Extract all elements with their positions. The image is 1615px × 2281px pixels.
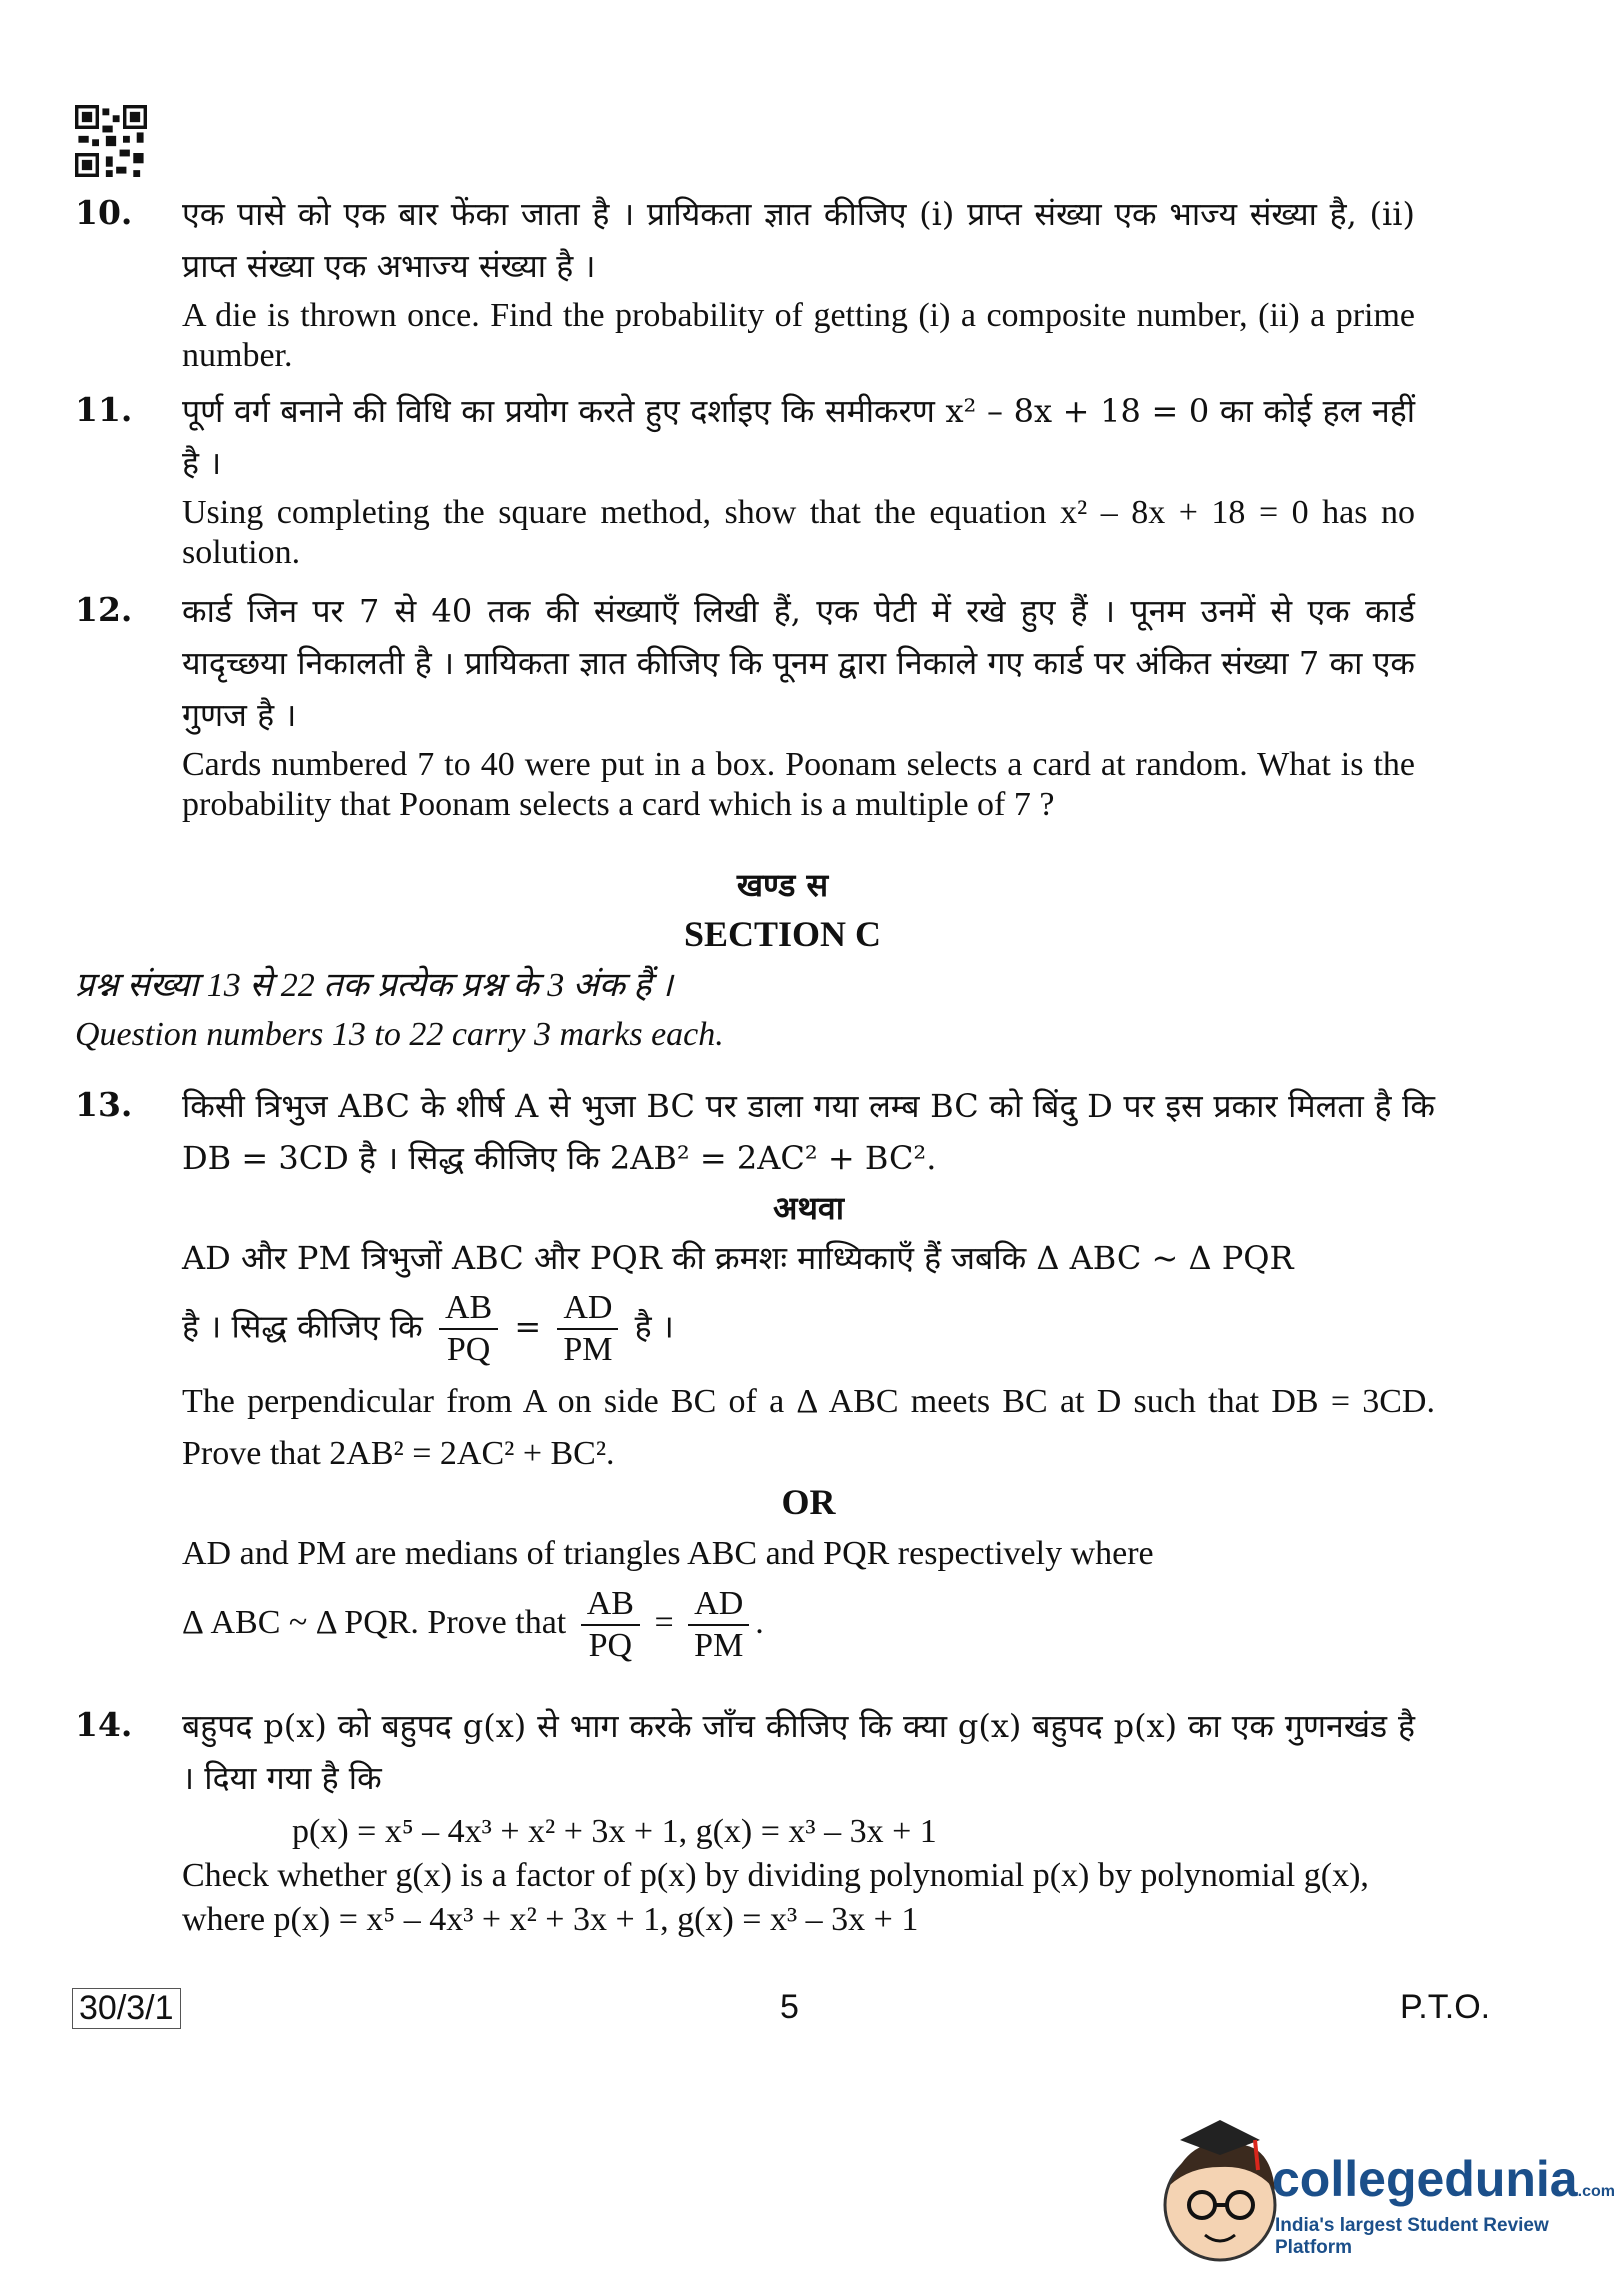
fraction-numerator: AB (581, 1584, 640, 1626)
fraction-numerator: AD (688, 1584, 749, 1626)
or-label-english: OR (781, 1482, 836, 1522)
question-11 (75, 385, 1415, 573)
alternative-text-english: AD and PM are medians of triangles ABC and PQR respectively where (182, 1535, 1154, 1572)
section-instructions-english: Question numbers 13 to 22 carry 3 marks each. (75, 1016, 724, 1053)
fraction-numerator: AD (557, 1288, 618, 1330)
proof-prefix-hindi: है । सिद्ध कीजिए कि (182, 1307, 423, 1346)
question-text-hindi: पूर्ण वर्ग बनाने की विधि का प्रयोग करते हुए दर्शाइए कि समीकरण x² – 8x + 18 = 0 का कोई हल नहीं है । (182, 392, 1415, 482)
section-instructions-hindi: प्रश्न संख्या 13 से 22 तक प्रत्येक प्रश्न के 3 अंक हैं । (75, 967, 673, 1004)
question-number: 13. (75, 1085, 133, 1124)
fraction-denominator: PQ (446, 1331, 491, 1368)
question-12 (75, 585, 1415, 825)
pto-label: P.T.O. (1400, 1988, 1491, 2026)
fraction-ab-pq (581, 1584, 640, 1666)
question-text-hindi: बहुपद p(x) को बहुपद g(x) से भाग करके जाँच कीजिए कि क्या g(x) बहुपद p(x) का एक गुणनखंड है । दिया गया है कि (182, 1707, 1415, 1797)
fraction-ad-pm (557, 1288, 618, 1370)
fraction-denominator: PM (694, 1627, 744, 1664)
section-title-english: SECTION C (683, 914, 882, 954)
fraction-denominator: PQ (588, 1627, 633, 1664)
fraction-numerator: AB (439, 1288, 498, 1330)
question-number: 12. (75, 590, 133, 629)
question-text-hindi: किसी त्रिभुज ABC के शीर्ष A से भुजा BC पर डाला गया लम्ब BC को बिंदु D पर इस प्रकार मिलता है कि DB = 3CD है । सिद्ध कीजिए कि 2AB² = 2AC² + BC². (182, 1087, 1435, 1177)
section-c-header (75, 862, 1490, 1058)
or-label-hindi: अथवा (773, 1189, 844, 1227)
proof-prefix-english: Δ ABC ~ Δ PQR. Prove that (182, 1603, 567, 1641)
question-10 (75, 188, 1415, 376)
alternative-proof-hindi (182, 1288, 1435, 1370)
alternative-text-hindi: AD और PM त्रिभुजों ABC और PQR की क्रमशः माध्यिकाएँ हैं जबकि Δ ABC ~ Δ PQR (182, 1239, 1294, 1277)
question-text-english: Cards numbered 7 to 40 were put in a box. Poonam selects a card at random. What is the probability that Poonam selects a card which is a multiple of 7 ? (182, 746, 1415, 823)
section-title-hindi: खण्ड स (736, 866, 829, 904)
formula-hindi: p(x) = x⁵ – 4x³ + x² + 3x + 1, g(x) = x³ – 3x + 1 (292, 1813, 937, 1850)
collegedunia-logo: collegedunia.com (1272, 2151, 1615, 2207)
question-13 (75, 1080, 1435, 1666)
proof-suffix-hindi: है । (634, 1307, 674, 1346)
question-number: 11. (75, 390, 133, 429)
question-number: 14. (75, 1705, 133, 1744)
page-number: 5 (780, 1988, 799, 2026)
question-text-english: A die is thrown once. Find the probability of getting (i) a composite number, (ii) a prime number. (182, 297, 1415, 374)
qr-code-icon (75, 105, 147, 177)
question-text-english: Check whether g(x) is a factor of p(x) by dividing polynomial p(x) by polynomial g(x), (182, 1857, 1369, 1894)
formula-english: where p(x) = x⁵ – 4x³ + x² + 3x + 1, g(x) = x³ – 3x + 1 (182, 1901, 919, 1938)
equals-sign: = (514, 1307, 542, 1346)
question-text-english: The perpendicular from A on side BC of a Δ ABC meets BC at D such that DB = 3CD. Prove that 2AB² = 2AC² + BC². (182, 1383, 1435, 1472)
question-14 (75, 1700, 1415, 1940)
question-text-english: Using completing the square method, show that the equation x² – 8x + 18 = 0 has no solution. (182, 494, 1415, 571)
question-text-hindi: कार्ड जिन पर 7 से 40 तक की संख्याएँ लिखी हैं, एक पेटी में रखे हुए हैं । पूनम उनमें से एक कार्ड यादृच्छया निकालती है । प्रायिकता ज्ञात कीजिए कि पूनम द्वारा निकाले गए कार्ड पर अंकित संख्या 7 का एक गुणज है । (182, 592, 1415, 734)
question-number: 10. (75, 193, 133, 232)
paper-code: 30/3/1 (72, 1988, 181, 2029)
logo-tagline: India's largest Student Review Platform (1275, 2215, 1549, 2258)
fraction-denominator: PM (563, 1331, 613, 1368)
question-text-hindi: एक पासे को एक बार फेंका जाता है । प्रायिकता ज्ञात कीजिए (i) प्राप्त संख्या एक भाज्य संख्या है, (ii) प्राप्त संख्या एक अभाज्य संख्या है । (182, 195, 1415, 285)
equals-sign: = (654, 1603, 674, 1641)
alternative-proof-english: Δ ABC ~ Δ PQR. Prove that $\frac{AB}{PQ}$ = $\frac{AD}{PM}$ . (182, 1585, 764, 1664)
fraction-ab-pq (439, 1288, 498, 1370)
fraction-ad-pm (688, 1584, 749, 1666)
